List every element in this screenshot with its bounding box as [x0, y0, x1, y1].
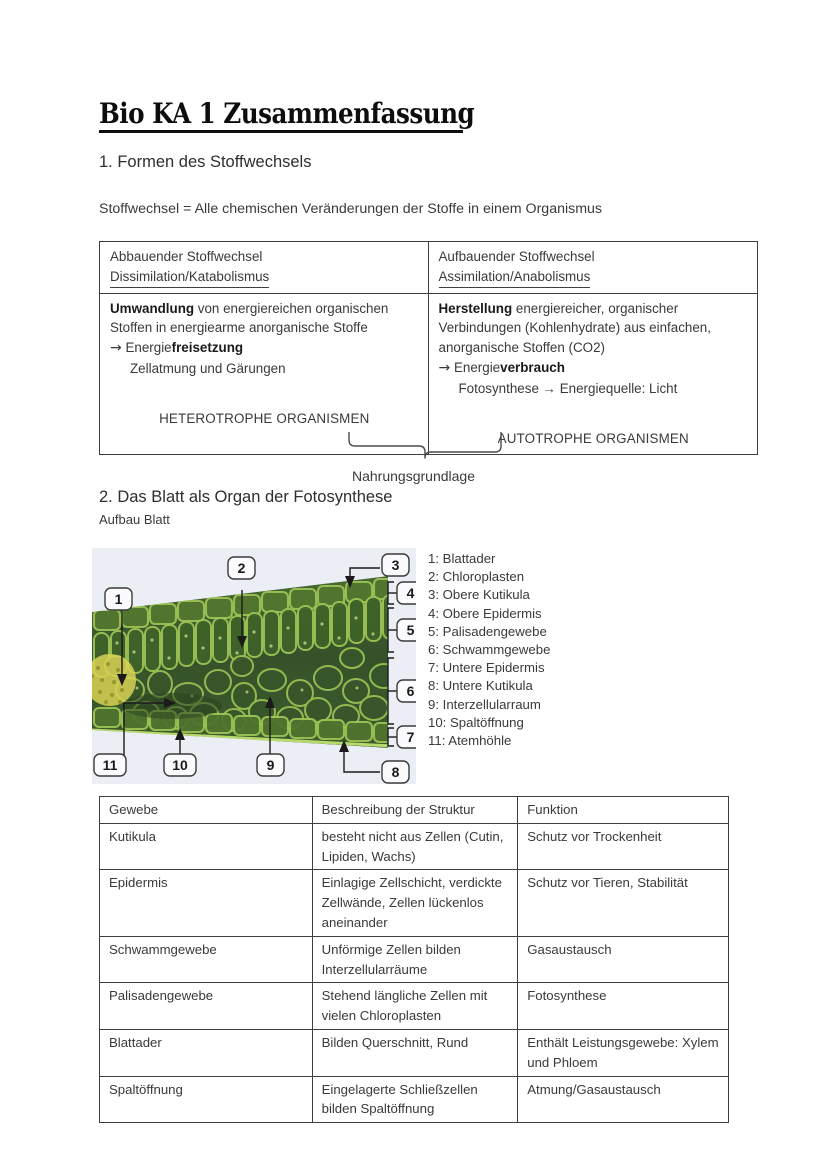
callout-label-6: 6 — [406, 683, 415, 699]
assimilation-title: Aufbauender Stoffwechsel — [438, 249, 595, 264]
callout-box-3 — [382, 554, 409, 576]
dissimilation-energy-line — [110, 338, 419, 359]
heterotrophic-organisms-label: HETEROTROPHE ORGANISMEN — [159, 410, 370, 426]
brace-connector — [344, 432, 504, 460]
cell-funktion: Atmung/Gasaustausch — [518, 1076, 729, 1123]
table-row — [100, 936, 729, 983]
nahrungsgrundlage-label: Nahrungsgrundlage — [352, 468, 475, 484]
dissimilation-title: Abbauender Stoffwechsel — [110, 249, 263, 264]
table-row — [100, 983, 729, 1030]
table-row — [100, 870, 729, 936]
legend-item-1: 1: Blattader — [428, 551, 496, 566]
dissimilation-energy-plain: Energie — [125, 340, 172, 356]
cell-gewebe: Kutikula — [100, 823, 313, 870]
table-row-header — [100, 797, 729, 824]
callout-box-10 — [164, 754, 196, 776]
cell-dissimilation-body — [100, 293, 429, 454]
column-header-beschreibung: Beschreibung der Struktur — [312, 797, 518, 824]
callout-box-5 — [397, 619, 416, 641]
column-header-gewebe: Gewebe — [100, 797, 313, 824]
legend-item-5: 5: Palisadengewebe — [428, 623, 547, 639]
legend-item-6: 6: Schwammgewebe — [428, 642, 551, 658]
callout-label-5: 5 — [406, 622, 415, 638]
curly-brace-icon — [344, 432, 504, 460]
cell-assimilation-body — [428, 293, 758, 454]
callout-label-9: 9 — [266, 757, 275, 773]
callout-box-1 — [105, 588, 132, 610]
section-2-subheading: Aufbau Blatt — [99, 512, 170, 527]
cell-funktion: Enthält Leistungsgewebe: Xylem und Phloem — [518, 1029, 729, 1076]
callout-label-3: 3 — [391, 557, 400, 573]
arrow-right-icon: → — [438, 360, 451, 377]
dissimilation-energy-bold: freisetzung — [171, 340, 244, 356]
page-title: Bio KA 1 Zusammenfassung — [99, 97, 475, 130]
table-row — [100, 823, 729, 870]
arrow-right-icon: → — [110, 340, 122, 357]
assimilation-description — [439, 299, 749, 358]
legend-item-4: 4: Obere Epidermis — [428, 605, 542, 621]
dissimilation-description-rest: von energiereichen organischen Stoffen in energiearme anorganische Stoffe — [110, 300, 389, 336]
assimilation-processes: Fotosynthese → Energiequelle: Licht — [458, 380, 678, 396]
callout-label-1: 1 — [114, 591, 123, 607]
cell-beschreibung: Unförmige Zellen bilden Interzellularräume — [312, 936, 518, 983]
cell-assimilation-header — [428, 242, 758, 294]
table-row — [100, 1029, 729, 1076]
callout-box-6 — [397, 680, 416, 702]
table-row-header — [100, 242, 758, 294]
metabolism-table — [99, 241, 758, 455]
callout-label-7: 7 — [406, 729, 415, 745]
legend-item-10: 10: Spaltöffnung — [428, 714, 524, 730]
dissimilation-description — [110, 299, 419, 339]
cell-beschreibung: Bilden Querschnitt, Rund — [312, 1029, 518, 1076]
legend-item-7: 7: Untere Epidermis — [428, 660, 545, 676]
cell-beschreibung: Stehend längliche Zellen mit vielen Chloroplasten — [312, 983, 518, 1030]
callout-label-2: 2 — [237, 560, 246, 576]
dissimilation-subtitle: Dissimilation/Katabolismus — [110, 267, 269, 288]
assimilation-subtitle: Assimilation/Anabolismus — [439, 267, 591, 288]
column-header-funktion: Funktion — [518, 797, 729, 824]
legend-item-8: 8: Untere Kutikula — [428, 678, 533, 694]
metabolism-definition: Stoffwechsel = Alle chemischen Veränderungen der Stoffe in einem Organismus — [99, 201, 603, 217]
section-1-heading: 1. Formen des Stoffwechsels — [99, 153, 312, 171]
cell-gewebe: Palisadengewebe — [100, 983, 313, 1030]
cell-gewebe: Schwammgewebe — [100, 936, 313, 983]
callout-box-8 — [382, 761, 409, 783]
assimilation-keyword: Herstellung — [438, 300, 513, 316]
table-row — [100, 1076, 729, 1123]
leaf-micrograph-svg — [92, 548, 416, 784]
autotrophic-organisms-label: AUTOTROPHE ORGANISMEN — [497, 430, 689, 446]
leaf-cross-section-figure — [92, 548, 416, 784]
table-row-body — [100, 293, 758, 454]
assimilation-energy-plain: Energie — [453, 360, 501, 376]
legend-item-11: 11: Atemhöhle — [428, 733, 512, 749]
legend-item-3: 3: Obere Kutikula — [428, 587, 530, 603]
legend-item-2: 2: Chloroplasten — [428, 569, 525, 585]
cell-beschreibung: Einlagige Zellschicht, verdickte Zellwände, Zellen lückenlos aneinander — [312, 870, 518, 936]
title-underline — [99, 130, 463, 133]
cell-gewebe: Spaltöffnung — [100, 1076, 313, 1123]
callout-box-2 — [228, 557, 255, 579]
callout-label-8: 8 — [391, 764, 400, 780]
cell-gewebe: Epidermis — [100, 870, 313, 936]
leaf-legend-list — [428, 550, 550, 750]
tissue-table — [99, 796, 729, 1123]
callout-box-7 — [397, 726, 416, 748]
dissimilation-keyword: Umwandlung — [110, 300, 195, 316]
dissimilation-processes: Zellatmung und Gärungen — [130, 361, 286, 377]
cell-funktion: Gasaustausch — [518, 936, 729, 983]
callout-label-10: 10 — [172, 757, 188, 773]
cell-gewebe: Blattader — [100, 1029, 313, 1076]
cell-dissimilation-header — [100, 242, 429, 294]
assimilation-energy-bold: verbrauch — [500, 360, 565, 376]
cell-funktion: Schutz vor Trockenheit — [518, 823, 729, 870]
callout-label-4: 4 — [406, 585, 415, 601]
cell-beschreibung: Eingelagerte Schließzellen bilden Spaltöffnung — [312, 1076, 518, 1123]
cell-beschreibung: besteht nicht aus Zellen (Cutin, Lipiden, Wachs) — [312, 823, 518, 870]
air-cavity — [122, 693, 222, 719]
callout-box-4 — [397, 582, 416, 604]
cell-funktion: Schutz vor Tieren, Stabilität — [518, 870, 729, 936]
callout-label-11: 11 — [102, 757, 118, 773]
callout-box-11 — [94, 754, 126, 776]
legend-item-9: 9: Interzellularraum — [428, 696, 541, 712]
callout-box-9 — [257, 754, 284, 776]
section-2-heading: 2. Das Blatt als Organ der Fotosynthese — [99, 488, 393, 506]
assimilation-energy-line — [439, 358, 749, 379]
assimilation-description-rest: energiereicher, organischer Verbindungen (Kohlenhydrate) aus einfachen, anorganische Stoffen (CO2) — [438, 300, 711, 356]
cell-funktion: Fotosynthese — [518, 983, 729, 1030]
